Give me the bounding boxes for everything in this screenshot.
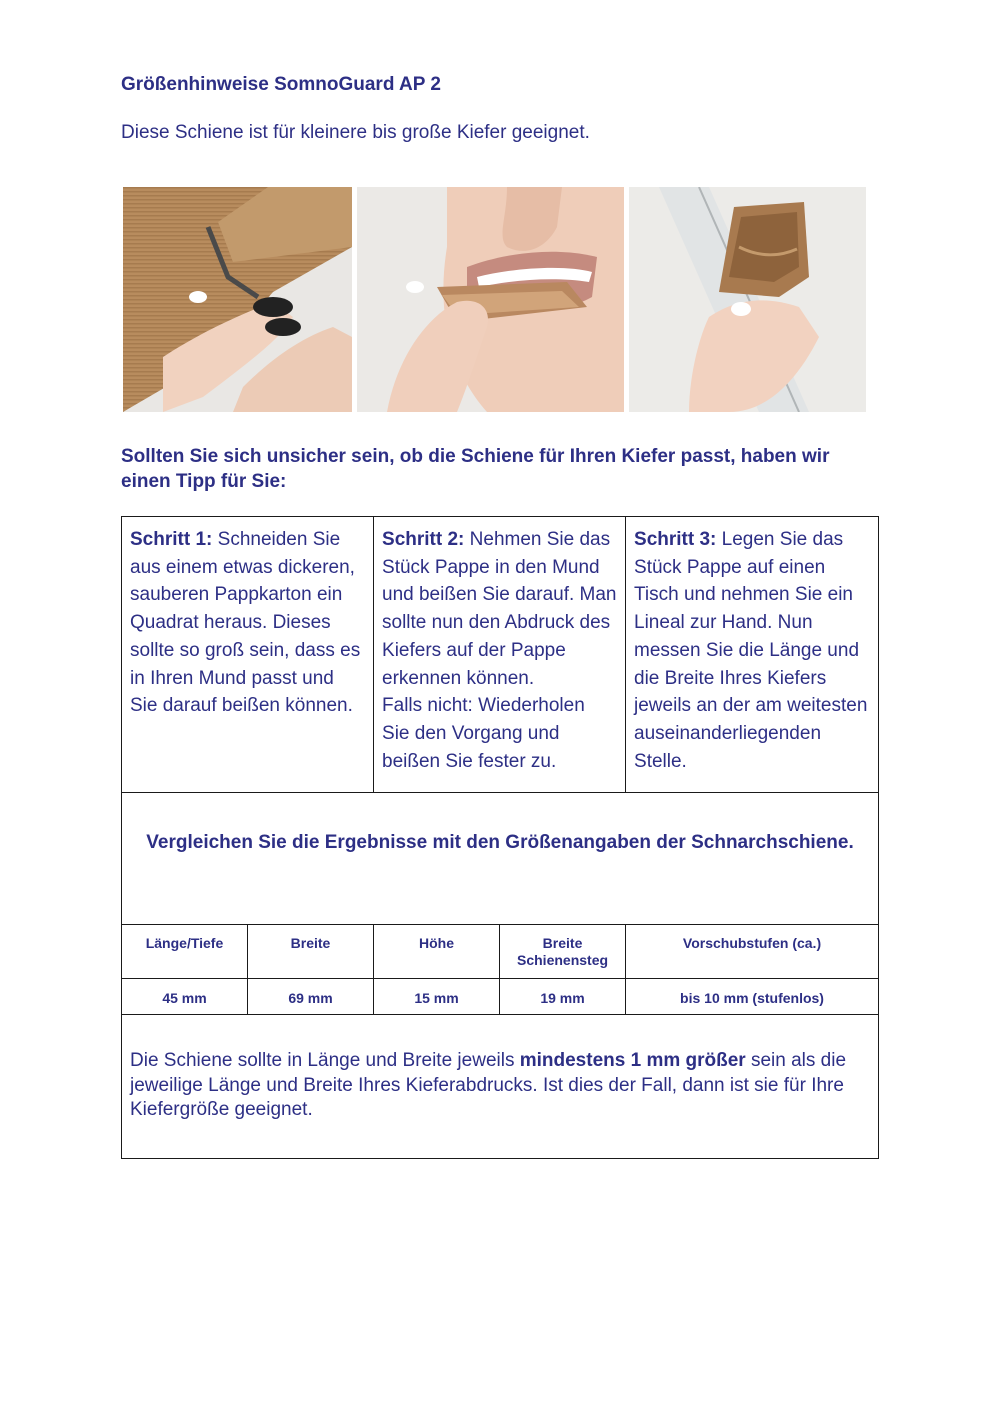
size-value: 45 mm (122, 979, 248, 1015)
tip-heading: Sollten Sie sich unsicher sein, ob die Schiene für Ihren Kiefer passt, haben wir einen Tipp für Sie: (121, 446, 830, 492)
step-2-cell (374, 517, 626, 793)
size-value: bis 10 mm (stufenlos) (626, 979, 879, 1015)
size-header-text: Breite Schienensteg (517, 935, 609, 968)
note-text-before: Die Schiene sollte in Länge und Breite jeweils (130, 1050, 520, 1071)
note-text-after: sein als die jeweilige Länge und Breite Ihres Kieferabdrucks. Ist dies der Fall, dann ist sie für Ihre Kiefergröße geeignet. (130, 1050, 847, 1120)
photo-measuring-cardboard (629, 187, 866, 412)
compare-text: Vergleichen Sie die Ergebnisse mit den Größenangaben der Schnarchschiene. (146, 832, 854, 853)
size-value-row (122, 979, 879, 1015)
step-1-label: Schritt 1: (130, 529, 213, 550)
step-1-text: Schneiden Sie aus einem etwas dickeren, sauberen Pappkarton ein Quadrat heraus. Dieses sollte so groß sein, dass es in Ihren Mund passt und Sie darauf beißen können. (130, 529, 361, 717)
instructions-table (121, 516, 879, 1159)
size-value: 19 mm (500, 979, 626, 1015)
step-1-cell (122, 517, 374, 793)
step-2-text: Nehmen Sie das Stück Pappe in den Mund und beißen Sie darauf. Man sollte nun den Abdruck des Kiefers auf der Pappe erkennen können. (382, 529, 617, 689)
note-text-bold: mindestens 1 mm größer (519, 1050, 746, 1071)
note-cell (122, 1015, 879, 1159)
size-value: 69 mm (248, 979, 374, 1015)
step-3-label: Schritt 3: (634, 529, 717, 550)
size-header-row (122, 925, 879, 979)
step-2-label: Schritt 2: (382, 529, 465, 550)
size-value: 15 mm (374, 979, 500, 1015)
note-row (122, 1015, 879, 1159)
size-header: Höhe (374, 925, 500, 979)
size-header: Länge/Tiefe (122, 925, 248, 979)
steps-row (122, 517, 879, 793)
size-header: Breite (248, 925, 374, 979)
photo-cutting-cardboard (123, 187, 352, 412)
step-3-text: Legen Sie das Stück Pappe auf einen Tisch und nehmen Sie ein Lineal zur Hand. Nun messen Sie die Länge und die Breite Ihres Kiefers jeweils an der am weitesten auseinanderliegenden Stelle. (634, 529, 868, 772)
size-header (500, 925, 626, 979)
intro-text: Diese Schiene ist für kleinere bis große Kiefer geeignet. (121, 122, 590, 143)
step-2-followup-text: Falls nicht: Wiederholen Sie den Vorgang und beißen Sie fester zu. (382, 695, 585, 772)
photo-biting-cardboard (357, 187, 624, 412)
compare-cell (122, 793, 879, 925)
step-3-cell (626, 517, 879, 793)
page-title: Größenhinweise SomnoGuard AP 2 (121, 74, 441, 95)
compare-row (122, 793, 879, 925)
size-header: Vorschubstufen (ca.) (626, 925, 879, 979)
